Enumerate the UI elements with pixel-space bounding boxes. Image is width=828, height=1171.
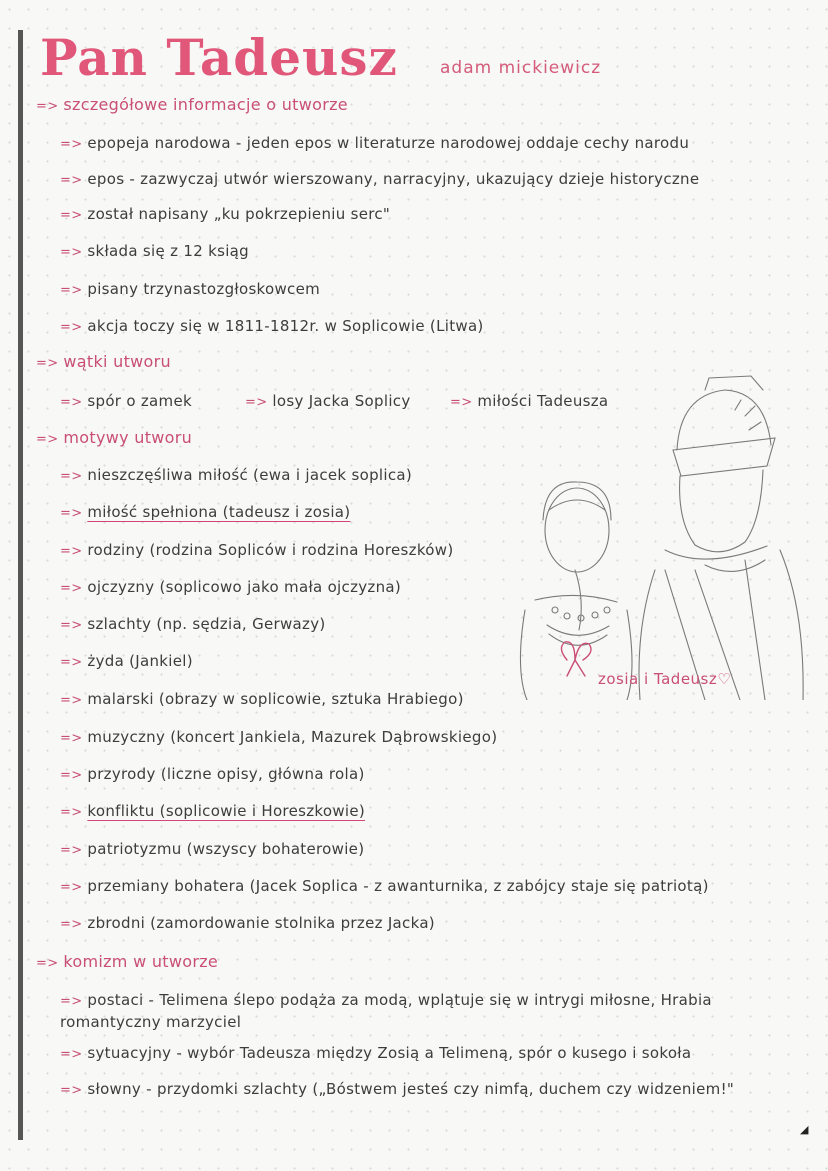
- motif-item-text: malarski (obrazy w soplicowie, sztuka Hrabiego): [87, 690, 464, 708]
- author-name: adam mickiewicz: [440, 58, 602, 78]
- comic-item: [60, 1044, 691, 1062]
- motif-item-text: przyrody (liczne opisy, główna rola): [87, 765, 365, 783]
- list-item-text: został napisany „ku pokrzepieniu serc": [87, 205, 391, 223]
- arrow-icon: =>: [60, 843, 83, 858]
- motif-item: [60, 578, 401, 596]
- heading-comic: [36, 952, 218, 971]
- arrow-icon: =>: [36, 99, 59, 114]
- motif-item: [60, 690, 464, 708]
- arrow-icon: =>: [60, 581, 83, 596]
- arrow-icon: =>: [60, 693, 83, 708]
- motif-item: [60, 503, 350, 521]
- motif-item-text: rodziny (rodzina Sopliców i rodzina Horeszków): [87, 541, 454, 559]
- motif-item: [60, 840, 364, 858]
- arrow-icon: =>: [60, 245, 83, 260]
- motif-item: [60, 615, 326, 633]
- motif-item-text: patriotyzmu (wszyscy bohaterowie): [87, 840, 365, 858]
- comic-item: [60, 990, 790, 1033]
- motif-item: [60, 728, 497, 746]
- comic-item-text: postaci - Telimena ślepo podąża za modą, wplątuje się w intrygi miłosne, Hrabia romantyczny marzyciel: [60, 991, 712, 1031]
- list-item: [60, 280, 320, 298]
- arrow-icon: =>: [60, 618, 83, 633]
- heading-threads-text: wątki utworu: [63, 352, 171, 371]
- motif-item: [60, 877, 709, 895]
- comic-item-text: słowny - przydomki szlachty („Bóstwem jesteś czy nimfą, duchem czy widzeniem!": [87, 1080, 735, 1098]
- heading-motifs: [36, 428, 192, 447]
- zosia-tadeusz-sketch: [505, 370, 810, 700]
- arrow-icon: =>: [450, 395, 473, 410]
- thread-item: [60, 392, 192, 410]
- arrow-icon: =>: [60, 506, 83, 521]
- motif-item-text: żyda (Jankiel): [87, 652, 193, 670]
- motif-item-text: nieszczęśliwa miłość (ewa i jacek soplica): [87, 466, 413, 484]
- thread-item-text: spór o zamek: [87, 392, 192, 410]
- arrow-icon: =>: [60, 655, 83, 670]
- arrow-icon: =>: [60, 805, 83, 820]
- arrow-icon: =>: [60, 137, 83, 152]
- arrow-icon: =>: [60, 320, 83, 335]
- tadeusz-head-sketch: [680, 470, 763, 552]
- arrow-icon: =>: [60, 917, 83, 932]
- comic-item: [60, 1080, 734, 1098]
- heading-info: [36, 95, 348, 114]
- arrow-icon: =>: [60, 173, 83, 188]
- list-item: [60, 317, 484, 335]
- motif-item-text: ojczyzny (soplicowo jako mała ojczyzna): [87, 578, 402, 596]
- list-item: [60, 205, 390, 223]
- motif-item: [60, 652, 193, 670]
- motif-item-text: muzyczny (koncert Jankiela, Mazurek Dąbrowskiego): [87, 728, 498, 746]
- thread-item: [245, 392, 411, 410]
- corner-triangle-icon: ◢: [800, 1123, 809, 1136]
- arrow-icon: =>: [60, 994, 83, 1009]
- list-item: [60, 134, 689, 152]
- motif-item-text: szlachty (np. sędzia, Gerwazy): [87, 615, 326, 633]
- arrow-icon: =>: [60, 544, 83, 559]
- illustration-caption: zosia i Tadeusz♡: [598, 670, 732, 688]
- arrow-icon: =>: [36, 356, 59, 371]
- heading-info-text: szczegółowe informacje o utworze: [63, 95, 348, 114]
- motif-item: [60, 914, 435, 932]
- heading-threads: [36, 352, 171, 371]
- arrow-icon: =>: [245, 395, 268, 410]
- motif-item-text: zbrodni (zamordowanie stolnika przez Jacka): [87, 914, 435, 932]
- arrow-icon: =>: [60, 1083, 83, 1098]
- motif-item-text: konfliktu (soplicowie i Horeszkowie): [87, 802, 366, 820]
- arrow-icon: =>: [60, 768, 83, 783]
- arrow-icon: =>: [60, 1047, 83, 1062]
- heading-comic-text: komizm w utworze: [63, 952, 219, 971]
- motif-item: [60, 765, 365, 783]
- list-item-text: akcja toczy się w 1811-1812r. w Soplicowie (Litwa): [87, 317, 484, 335]
- motif-item-text: miłość spełniona (tadeusz i zosia): [87, 503, 351, 521]
- arrow-icon: =>: [60, 208, 83, 223]
- list-item: [60, 242, 249, 260]
- arrow-icon: =>: [60, 283, 83, 298]
- page-title: Pan Tadeusz: [40, 28, 398, 87]
- arrow-icon: =>: [36, 956, 59, 971]
- list-item: [60, 170, 699, 188]
- heading-motifs-text: motywy utworu: [63, 428, 193, 447]
- zosia-head-sketch: [545, 488, 609, 572]
- motif-item: [60, 802, 365, 820]
- list-item-text: epopeja narodowa - jeden epos w literaturze narodowej oddaje cechy narodu: [87, 134, 690, 152]
- list-item-text: epos - zazwyczaj utwór wierszowany, narracyjny, ukazujący dzieje historyczne: [87, 170, 700, 188]
- arrow-icon: =>: [60, 395, 83, 410]
- arrow-icon: =>: [60, 880, 83, 895]
- list-item-text: pisany trzynastozgłoskowcem: [87, 280, 321, 298]
- thread-item-text: miłości Tadeusza: [477, 392, 609, 410]
- zosia-collar-sketch: [535, 595, 617, 602]
- arrow-icon: =>: [60, 731, 83, 746]
- arrow-icon: =>: [36, 432, 59, 447]
- motif-item-text: przemiany bohatera (Jacek Soplica - z awanturnika, z zabójcy staje się patriotą): [87, 877, 709, 895]
- motif-item: [60, 541, 453, 559]
- tadeusz-hat-sketch: [677, 390, 771, 450]
- notebook-margin-line: [18, 30, 23, 1140]
- comic-item-text: sytuacyjny - wybór Tadeusza między Zosią a Telimeną, spór o kusego i sokoła: [87, 1044, 692, 1062]
- arrow-icon: =>: [60, 469, 83, 484]
- motif-item: [60, 466, 412, 484]
- list-item-text: składa się z 12 ksiąg: [87, 242, 249, 260]
- thread-item-text: losy Jacka Soplicy: [272, 392, 411, 410]
